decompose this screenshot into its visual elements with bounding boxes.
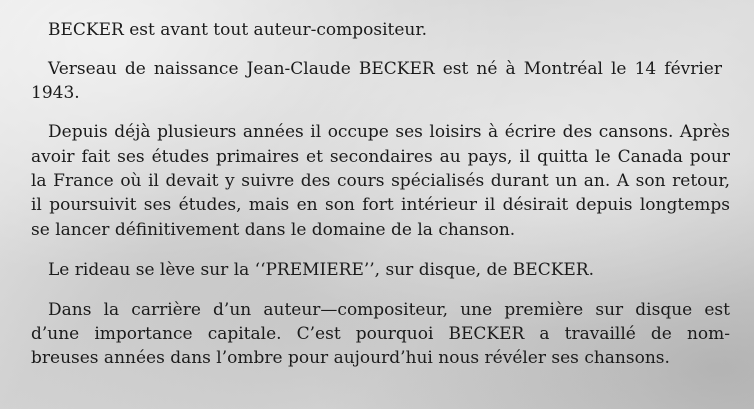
paragraph-3-line-2: avoir fait ses études primaires et secondaires au pays, il quitta le Canada pour (31, 147, 730, 167)
paragraph-5-line-2: d’une importance capitale. C’est pourquoi BECKER a travaillé de nom- (31, 324, 730, 344)
paragraph-3-line-3: la France où il devait y suivre des cours spécialisés durant un an. A son retour, (31, 171, 730, 191)
paragraph-3-line-5: se lancer définitivement dans le domaine de la chanson. (31, 220, 516, 240)
paragraph-5-line-3: breuses années dans l’ombre pour aujourd’hui nous révéler ses chansons. (31, 348, 670, 368)
paragraph-3-line-4: il poursuivit ses études, mais en son fort intérieur il désirait depuis longtemps (31, 195, 730, 215)
paragraph-5-line-1: Dans la carrière d’un auteur—compositeur, une première sur disque est (48, 300, 730, 320)
paragraph-3-line-1: Depuis déjà plusieurs années il occupe ses loisirs à écrire des cansons. Après (48, 122, 730, 142)
paragraph-1-line-1: BECKER est avant tout auteur-compositeur. (48, 20, 428, 40)
paragraph-2-line-1: Verseau de naissance Jean-Claude BECKER est né à Montréal le 14 février (48, 59, 722, 79)
paragraph-2-line-2: 1943. (31, 83, 80, 103)
paragraph-4-line-1: Le rideau se lève sur la ‘‘PREMIERE’’, sur disque, de BECKER. (48, 260, 595, 280)
